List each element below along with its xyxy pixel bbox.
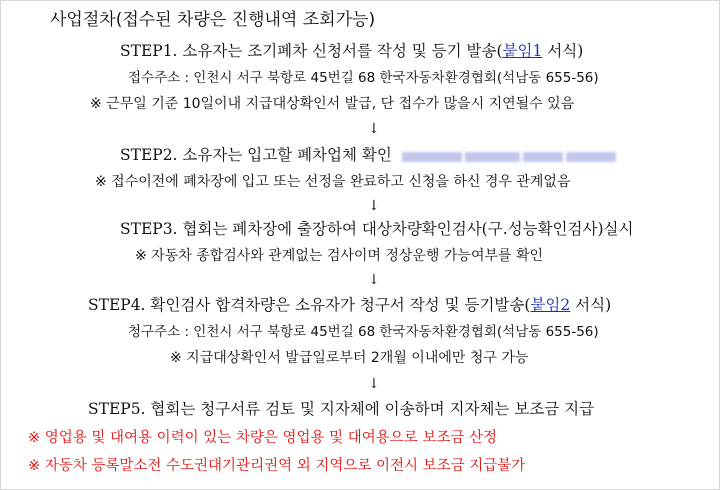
step4-address: 청구주소 : 인천시 서구 북항로 45번길 68 한국자동차환경협회(석남동 655-56) (128, 324, 599, 340)
warning-region-transfer: ※ 자동차 등록말소전 수도권대기관리권역 외 지역으로 이전시 보조금 지급불가 (28, 458, 526, 474)
attachment1-link[interactable]: 붙임1 (502, 42, 543, 60)
step1-text: STEP1. 소유자는 조기폐차 신청서를 작성 및 등기 발송( (120, 42, 503, 60)
step1-note: ※ 근무일 기준 10일이내 지급대상확인서 발급, 단 접수가 많을시 지연될수 있음 (90, 96, 575, 112)
arrow-down-icon: ↓ (368, 121, 380, 137)
arrow-down-icon: ↓ (368, 376, 380, 392)
step2-heading (120, 148, 619, 164)
page-title: 사업절차(접수된 차량은 진행내역 조회가능) (50, 10, 376, 30)
step4-note: ※ 지급대상확인서 발급일로부터 2개월 이내에만 청구 가능 (170, 350, 529, 366)
step5-heading: STEP5. 협회는 청구서류 검토 및 지자체에 이송하며 지자체는 보조금 지급 (88, 400, 595, 418)
attachment2-link[interactable]: 붙임2 (530, 296, 571, 314)
step2-text: STEP2. 소유자는 입고할 폐차업체 확인 (120, 146, 392, 164)
step1-text-end: 서식) (542, 42, 584, 60)
arrow-down-icon: ↓ (368, 272, 380, 288)
arrow-down-icon: ↓ (368, 198, 380, 214)
redacted-company-info (402, 150, 619, 162)
step2-note: ※ 접수이전에 폐차장에 입고 또는 선정을 완료하고 신청을 하신 경우 관계없음 (95, 174, 571, 190)
step1-heading (120, 44, 583, 60)
step3-note: ※ 자동차 종합검사와 관계없는 검사이며 정상운행 가능여부를 확인 (135, 248, 544, 264)
step1-address: 접수주소 : 인천시 서구 북항로 45번길 68 한국자동차환경협회(석남동 655-56) (128, 70, 599, 86)
warning-rental-history: ※ 영업용 및 대여용 이력이 있는 차량은 영업용 및 대여용으로 보조금 산정 (28, 430, 498, 446)
step4-heading (88, 298, 611, 314)
step4-text: STEP4. 확인검사 합격차량은 소유자가 청구서 작성 및 등기발송( (88, 296, 531, 314)
step3-heading: STEP3. 협회는 폐차장에 출장하여 대상차량확인검사(구.성능확인검사)실시 (120, 220, 634, 238)
step4-text-end: 서식) (570, 296, 612, 314)
